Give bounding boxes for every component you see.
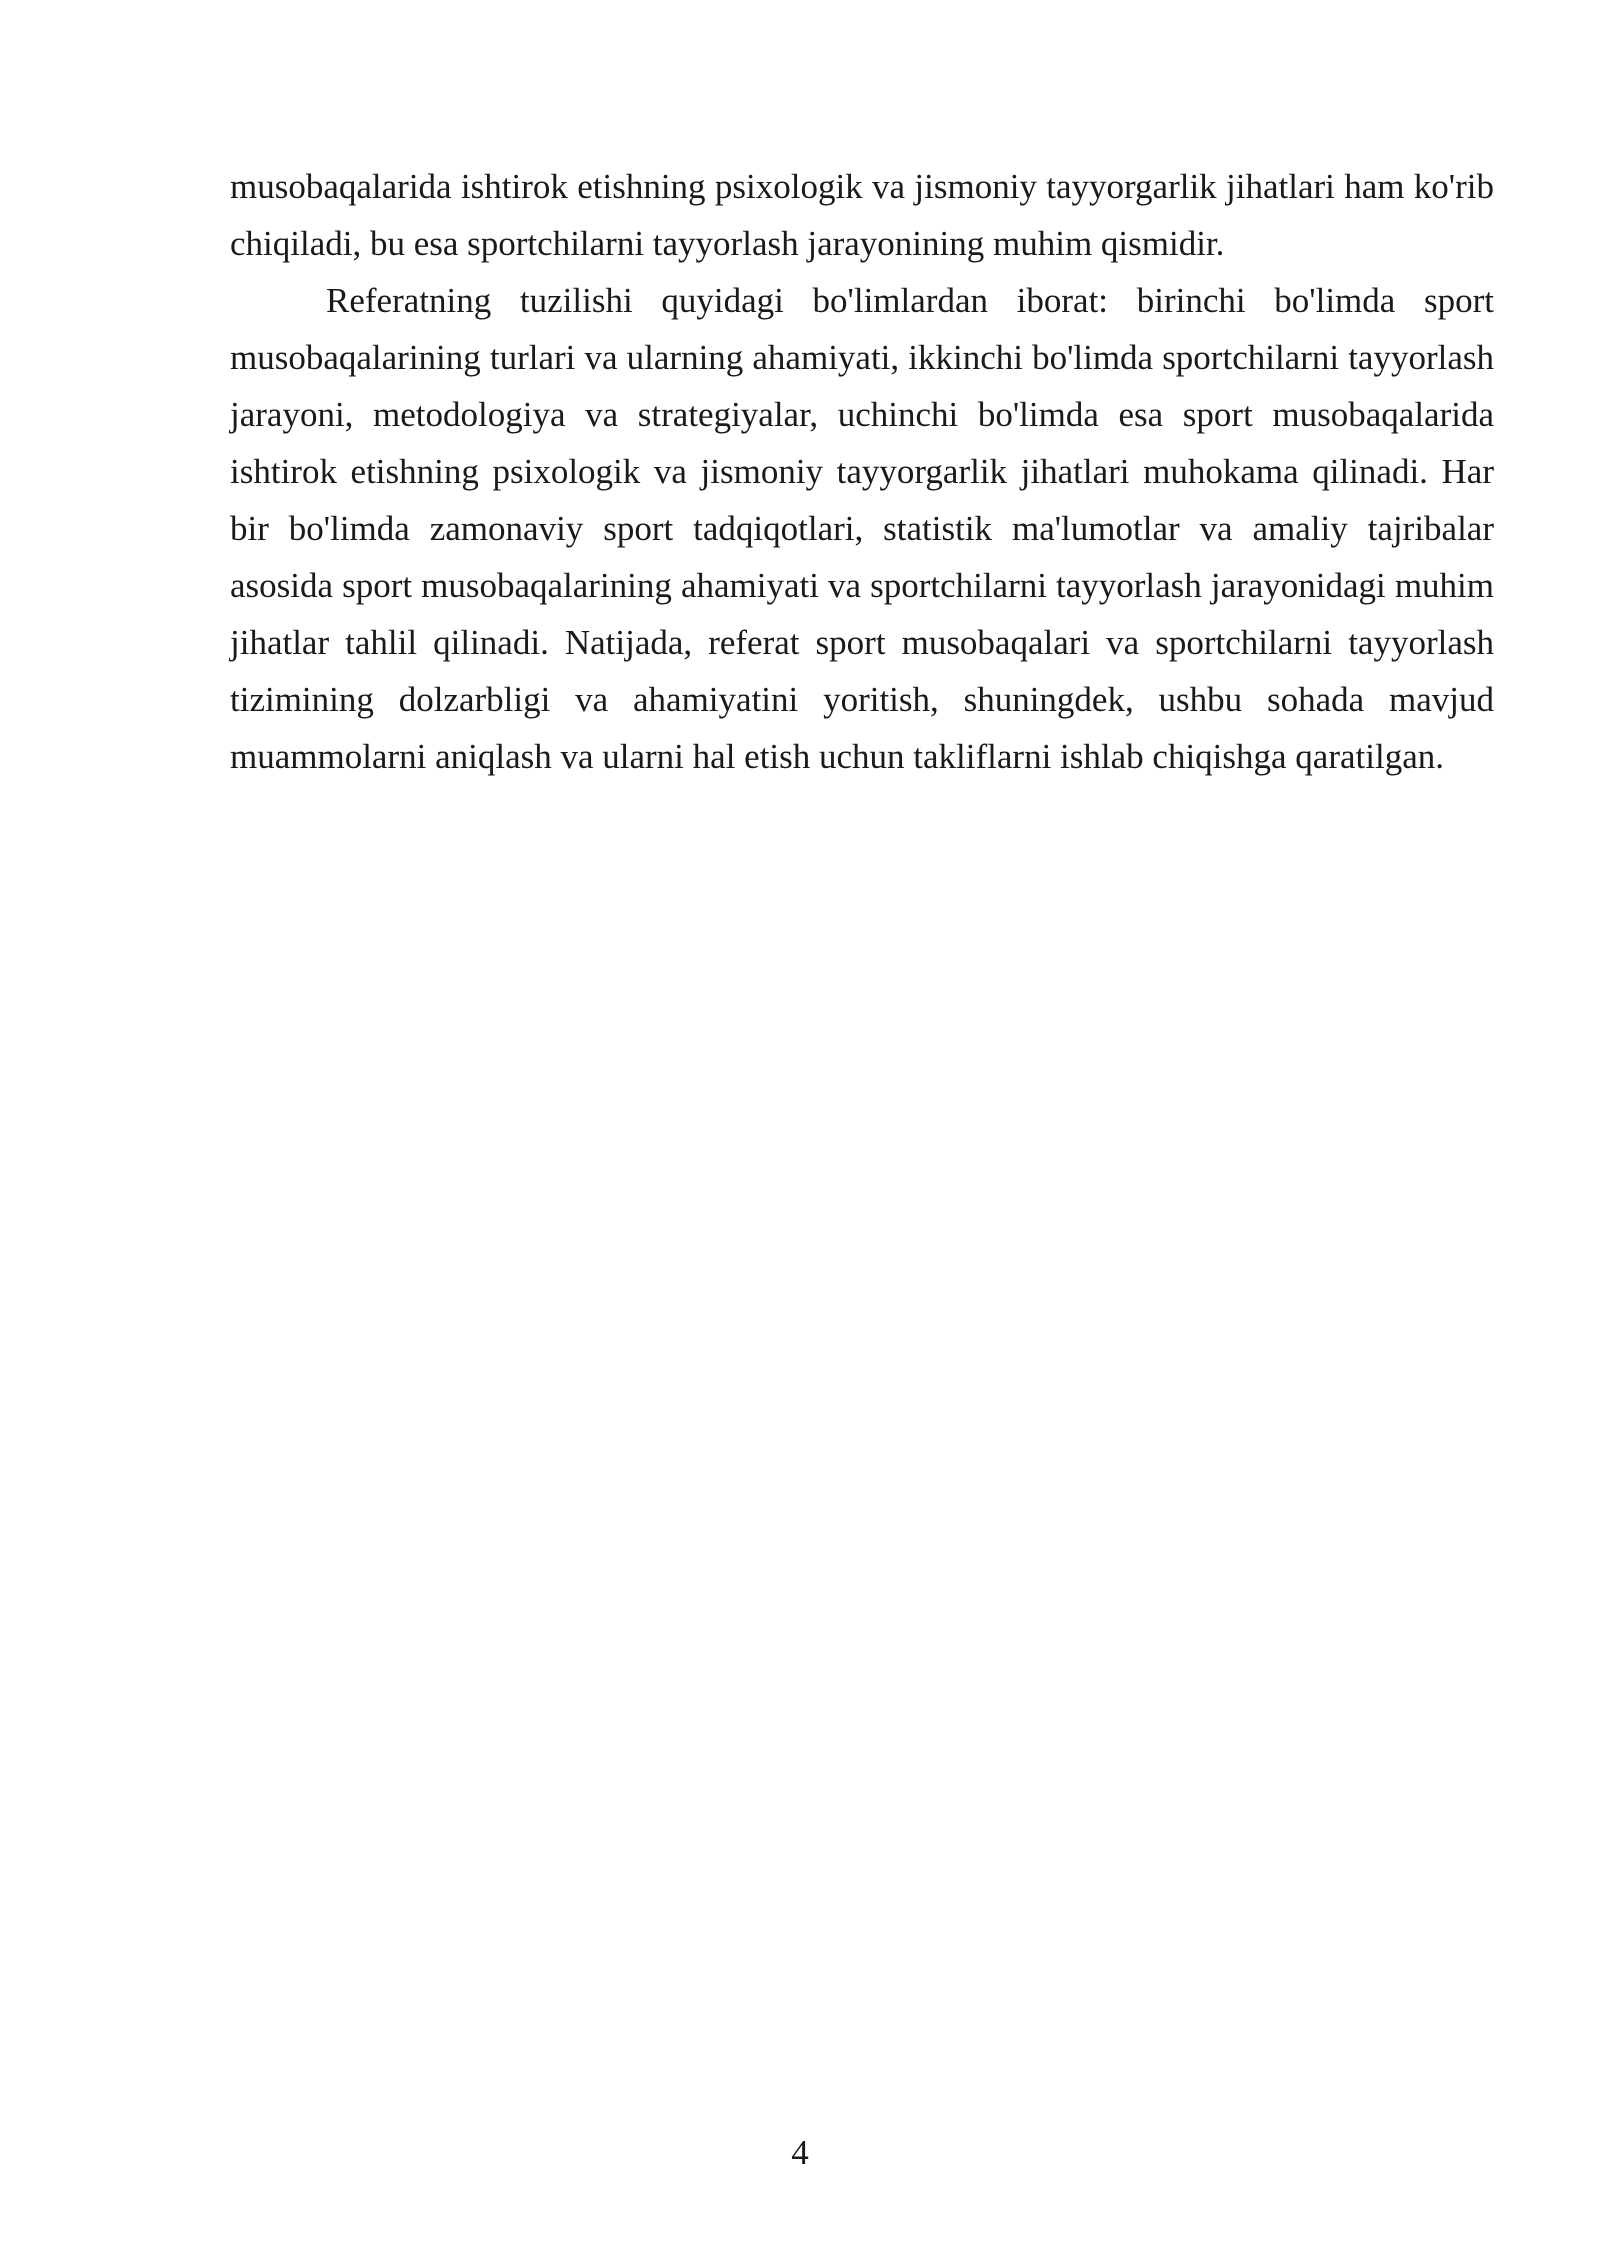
paragraph-structure: Referatning tuzilishi quyidagi bo'limlardan iborat: birinchi bo'limda sport musobaqalarining turlari va ularning ahamiyati, ikkinchi bo'limda sportchilarni tayyorlash jarayoni, metodologiya va strategiyalar, uchinchi bo'limda esa sport musobaqalarida ishtirok etishning psixologik va jismoniy tayyorgarlik jihatlari muhokama qilinadi. Har bir bo'limda zamonaviy sport tadqiqotlari, statistik ma'lumotlar va amaliy tajribalar asosida sport musobaqalarining ahamiyati va sportchilarni tayyorlash jarayonidagi muhim jihatlar tahlil qilinadi. Natijada, referat sport musobaqalari va sportchilarni tayyorlash tizimining dolzarbligi va ahamiyatini yoritish, shuningdek, ushbu sohada mavjud muammolarni aniqlash va ularni hal etish uchun takliflarni ishlab chiqishga qaratilgan. xyxy=(230,281,1494,776)
paragraph-continuation: musobaqalarida ishtirok etishning psixologik va jismoniy tayyorgarlik jihatlari ham ko'rib chiqiladi, bu esa sportchilarni tayyorlash jarayonining muhim qismidir. xyxy=(230,167,1494,263)
body-text xyxy=(230,158,1494,785)
page-number: 4 xyxy=(791,2133,809,2172)
